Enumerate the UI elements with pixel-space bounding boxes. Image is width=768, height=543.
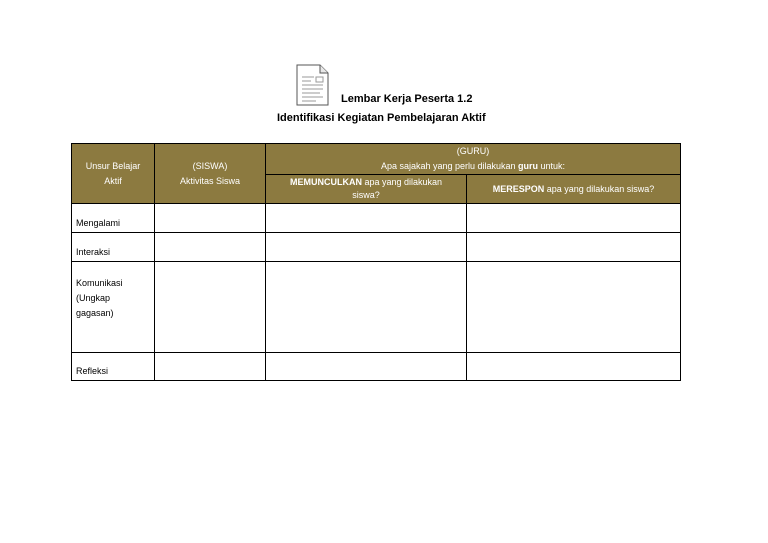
row-label-mengalami: Mengalami [72, 204, 155, 233]
header-unsur-line1: Unsur Belajar [85, 160, 141, 171]
row-label-komunikasi-line2: (Ungkap [76, 293, 111, 303]
table-cell [155, 233, 266, 262]
table-cell [266, 353, 467, 381]
header-guru-text-pre: Apa sajakah yang perlu dilakukan [380, 161, 519, 171]
row-label-refleksi: Refleksi [72, 353, 155, 381]
table-cell [155, 204, 266, 233]
header-guru-line1: (GURU) [456, 146, 490, 156]
table-header-row [72, 144, 681, 175]
header-siswa-line1: (SISWA) [192, 160, 228, 171]
table-cell [155, 353, 266, 381]
header-guru-text-post: untuk: [538, 161, 566, 171]
row-label-komunikasi [72, 262, 155, 353]
worksheet-table [71, 143, 681, 381]
table-row [72, 204, 681, 233]
table-cell [155, 262, 266, 353]
header-merespon-bold: MERESPON [492, 183, 545, 194]
table-cell [266, 233, 467, 262]
header-memunculkan-rest: apa yang dilakukan [361, 177, 443, 187]
header-unsur-line2: Aktif [104, 175, 122, 186]
table-row [72, 262, 681, 353]
header-guru [266, 144, 681, 175]
worksheet-title: Lembar Kerja Peserta 1.2 [341, 93, 473, 105]
table-cell [467, 204, 681, 233]
table-cell [266, 204, 467, 233]
table-row [72, 233, 681, 262]
row-label-komunikasi-line1: Komunikasi [76, 278, 123, 288]
table-cell [467, 262, 681, 353]
header-memunculkan-line2: siswa? [352, 190, 380, 200]
header-merespon-rest: apa yang dilakukan siswa? [544, 183, 655, 194]
worksheet-subtitle: Identifikasi Kegiatan Pembelajaran Aktif [277, 112, 486, 124]
header-memunculkan [266, 175, 467, 204]
header-siswa [155, 144, 266, 204]
header-merespon [467, 175, 681, 204]
table-cell [467, 233, 681, 262]
header-memunculkan-bold: MEMUNCULKAN [289, 177, 362, 187]
header-siswa-line2: Aktivitas Siswa [179, 175, 241, 186]
header-guru-line2 [266, 159, 680, 174]
header-unsur-belajar [72, 144, 155, 204]
row-label-komunikasi-line3: gagasan) [76, 308, 114, 318]
row-label-interaksi: Interaksi [72, 233, 155, 262]
table-row [72, 353, 681, 381]
header-guru-text-bold: guru [518, 161, 539, 171]
header-memunculkan-line1 [266, 176, 466, 189]
document-page-icon [296, 64, 329, 106]
table-cell [467, 353, 681, 381]
table-cell [266, 262, 467, 353]
